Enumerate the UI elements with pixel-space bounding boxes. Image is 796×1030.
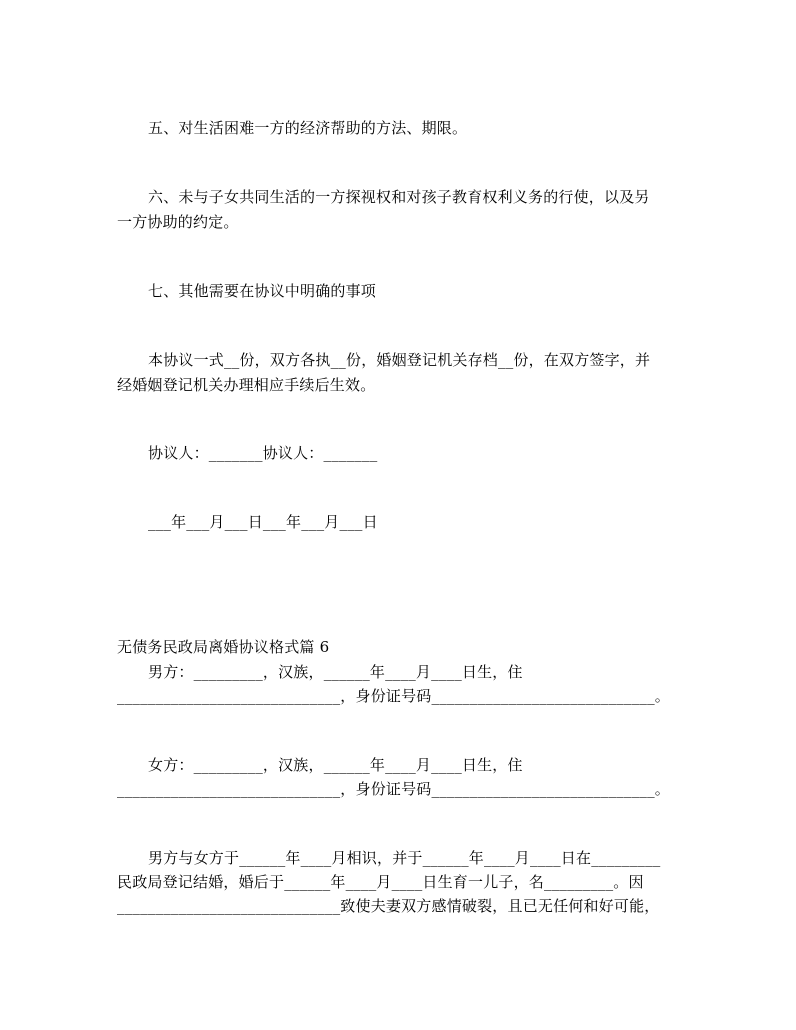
item-5: 五、对生活困难一方的经济帮助的方法、期限。 (148, 119, 468, 137)
item-6-line-1: 六、未与子女共同生活的一方探视权和对孩子教育权利义务的行使，以及另 (148, 188, 650, 206)
story-line-1: 男方与女方于______年____月相识，并于______年____月____日在_________ (148, 849, 661, 867)
item-6-line-2: 一方协助的约定。 (117, 213, 239, 231)
copies-line-1: 本协议一式__份，双方各执__份，婚姻登记机关存档__份，在双方签字，并 (148, 351, 651, 369)
male-line-2: _____________________________，身份证号码_____________________________。 (117, 687, 671, 705)
female-line-2: _____________________________，身份证号码_____________________________。 (117, 780, 671, 798)
story-line-2: 民政局登记结婚，婚后于______年____月____日生育一儿子，名_________。因 (117, 873, 644, 891)
female-line-1: 女方：_________，汉族，______年____月____日生，住 (148, 756, 523, 774)
signers-line: 协议人：_______协议人：_______ (148, 444, 378, 462)
story-line-3: _____________________________致使夫妻双方感情破裂，且已无任何和好可能， (117, 897, 660, 915)
male-line-1: 男方：_________，汉族，______年____月____日生，住 (148, 663, 523, 681)
item-7: 七、其他需要在协议中明确的事项 (148, 282, 377, 300)
section-title: 无债务民政局离婚协议格式篇 6 (117, 638, 330, 656)
copies-line-2: 经婚姻登记机关办理相应手续后生效。 (117, 376, 376, 394)
dates-line: ___年___月___日___年___月___日 (148, 513, 378, 531)
